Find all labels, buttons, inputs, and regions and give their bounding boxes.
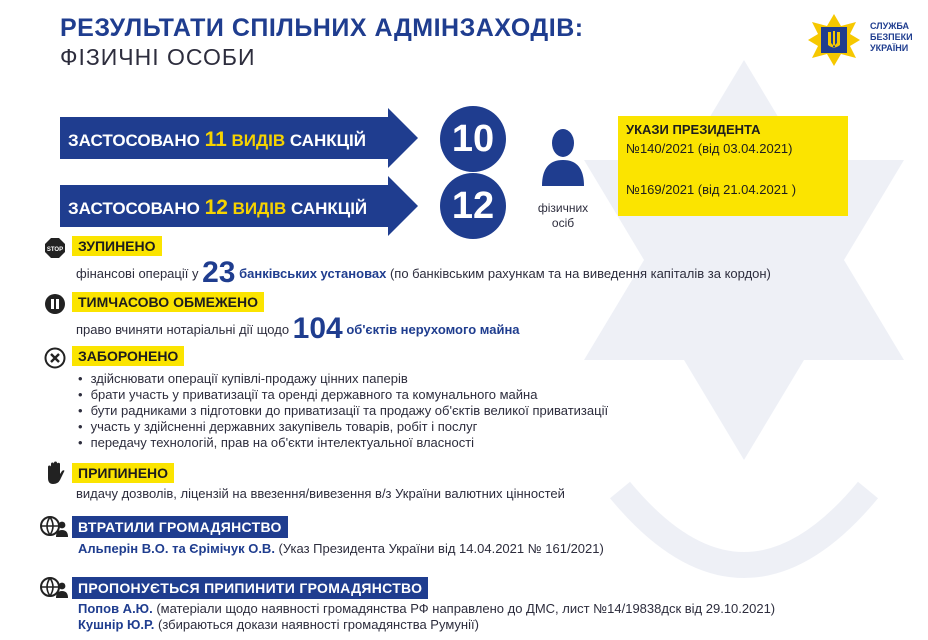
lost-citizenship-text: Альперін В.О. та Єрімічук О.В. (Указ Президента України від 14.04.2021 № 161/2021) bbox=[78, 541, 604, 556]
decrees-box bbox=[618, 116, 848, 216]
page-subtitle: ФІЗИЧНІ ОСОБИ bbox=[60, 44, 256, 70]
persons-label: фізичних осіб bbox=[537, 201, 589, 230]
logo-line-2: БЕЗПЕКИ bbox=[870, 32, 913, 42]
persons-count-circle-2: 12 bbox=[440, 173, 506, 239]
arrow-head bbox=[388, 108, 418, 168]
stop-sign-icon bbox=[44, 237, 66, 259]
logo-text bbox=[870, 21, 913, 54]
forbidden-list bbox=[78, 371, 608, 451]
stopped-number: 23 bbox=[202, 256, 236, 289]
sbu-logo-icon bbox=[806, 12, 862, 68]
proposed-person-2: Кушнір Ю.Р. (збираються докази наявності громадянства Румунії) bbox=[78, 617, 479, 632]
logo-line-1: СЛУЖБА bbox=[870, 21, 909, 31]
list-item: • брати участь у приватизації та оренді державного та комунального майна bbox=[78, 387, 608, 403]
stopped-text: фінансові операції у 23 банківських установах (по банківським рахункам та на виведення капіталів за кордон) bbox=[76, 256, 771, 289]
list-item: • бути радниками з підготовки до приватизації та продажу об'єктів великої приватизації bbox=[78, 403, 608, 419]
pause-icon bbox=[44, 293, 66, 315]
lost-citizenship-label: ВТРАТИЛИ ГРОМАДЯНСТВО bbox=[72, 516, 288, 538]
globe-person-icon bbox=[40, 515, 68, 537]
limited-text: право вчиняти нотаріальні дії щодо 104 об'єктів нерухомого майна bbox=[76, 312, 520, 345]
arrow-head bbox=[388, 176, 418, 236]
forbidden-label: ЗАБОРОНЕНО bbox=[72, 346, 184, 366]
globe-person-icon bbox=[40, 576, 68, 598]
decrees-title: УКАЗИ ПРЕЗИДЕНТА bbox=[626, 122, 761, 137]
proposed-label: ПРОПОНУЄТЬСЯ ПРИПИНИТИ ГРОМАДЯНСТВО bbox=[72, 577, 428, 599]
forbidden-x-icon bbox=[44, 347, 66, 369]
logo-line-3: УКРАЇНИ bbox=[870, 43, 909, 53]
terminated-text: видачу дозволів, ліцензій на ввезення/вивезення в/з України валютних цінностей bbox=[76, 486, 565, 501]
svg-text:STOP: STOP bbox=[46, 247, 64, 253]
list-item: • передачу технологій, прав на об'єкти інтелектуальної власності bbox=[78, 435, 608, 451]
sanctions-arrow-2-text: ЗАСТОСОВАНО 12 ВИДІВ САНКЦІЙ bbox=[68, 196, 368, 219]
limited-number: 104 bbox=[292, 312, 343, 345]
decree-2: №169/2021 (від 21.04.2021 ) bbox=[626, 182, 797, 197]
lost-citizenship-names: Альперін В.О. та Єрімічук О.В. bbox=[78, 541, 275, 556]
persons-count-circle-1: 10 bbox=[440, 106, 506, 172]
list-item: • здійснювати операції купівлі-продажу цінних паперів bbox=[78, 371, 608, 387]
sanctions-arrow-1-text: ЗАСТОСОВАНО 11 ВИДІВ САНКЦІЙ bbox=[68, 128, 366, 151]
sanctions-arrow-2 bbox=[60, 176, 420, 236]
stopped-label: ЗУПИНЕНО bbox=[72, 236, 162, 256]
sanction-count: 11 bbox=[204, 128, 227, 151]
list-item: • участь у здійсненні державних закупівель товарів, робіт і послуг bbox=[78, 419, 608, 435]
page-title: РЕЗУЛЬТАТИ СПІЛЬНИХ АДМІНЗАХОДІВ: bbox=[60, 14, 584, 42]
sanction-count: 12 bbox=[204, 196, 228, 219]
limited-label: ТИМЧАСОВО ОБМЕЖЕНО bbox=[72, 292, 264, 312]
decree-1: №140/2021 (від 03.04.2021) bbox=[626, 141, 793, 156]
terminated-label: ПРИПИНЕНО bbox=[72, 463, 174, 483]
sanctions-arrow-1 bbox=[60, 108, 420, 168]
person-icon bbox=[540, 126, 586, 186]
hand-stop-icon bbox=[44, 461, 66, 485]
proposed-person-1: Попов А.Ю. (матеріали щодо наявності громадянства РФ направлено до ДМС, лист №14/19838дск від 29.10.2021) bbox=[78, 601, 776, 616]
